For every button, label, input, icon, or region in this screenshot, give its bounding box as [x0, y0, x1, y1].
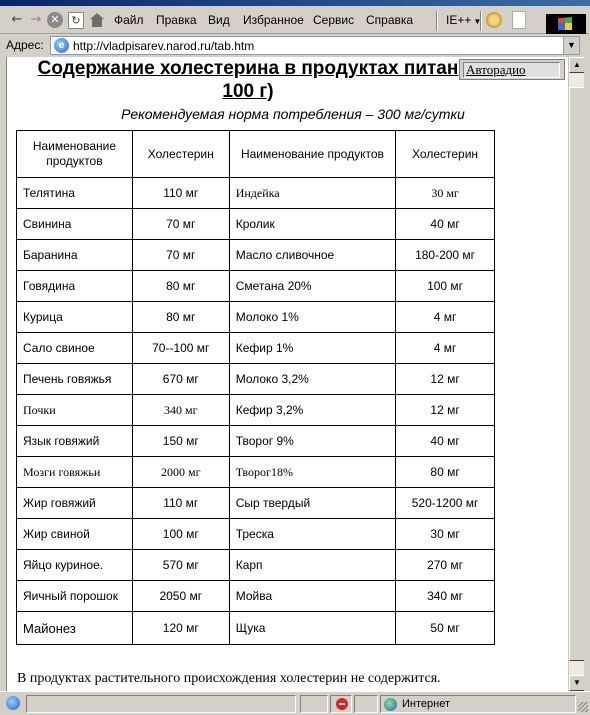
forward-button[interactable]: → [30, 12, 42, 27]
globe-icon [384, 698, 397, 711]
table-cell: 340 мг [396, 581, 495, 612]
table-cell: 120 мг [132, 612, 229, 645]
table-cell: 30 мг [396, 178, 495, 209]
scroll-thumb[interactable] [569, 87, 585, 661]
table-row [17, 333, 495, 364]
table-cell: 30 мг [396, 519, 495, 550]
menu-favorites[interactable]: Избранное [243, 13, 304, 27]
scroll-down-button[interactable]: ▼ [569, 675, 585, 691]
table-cell: 670 мг [132, 364, 229, 395]
table-cell: 340 мг [132, 395, 229, 426]
status-bar [0, 691, 590, 715]
table-row [17, 364, 495, 395]
resize-grip[interactable] [578, 702, 588, 712]
blocked-icon-bar [339, 703, 345, 705]
table-cell: 50 мг [396, 612, 495, 645]
table-cell: Яичный порошок [17, 581, 133, 612]
table-cell: Творог18% [229, 457, 395, 488]
security-zone-label: Интернет [402, 698, 450, 710]
table-row [17, 457, 495, 488]
back-button[interactable]: ← [11, 12, 23, 27]
table-cell: Почки [17, 395, 133, 426]
table-cell: Телятина [17, 178, 133, 209]
table-cell: Масло сливочное [229, 240, 395, 271]
address-dropdown-button[interactable]: ▼ [563, 37, 579, 54]
table-cell: Жир свиной [17, 519, 133, 550]
table-cell: 2000 мг [132, 457, 229, 488]
address-input[interactable] [50, 36, 580, 55]
ie-page-icon [6, 696, 20, 710]
table-cell: 150 мг [132, 426, 229, 457]
table-cell: Курица [17, 302, 133, 333]
menu-view[interactable]: Вид [208, 13, 230, 27]
table-cell: 100 мг [396, 271, 495, 302]
header-cholesterol: Холестерин [132, 131, 229, 178]
table-cell: Треска [229, 519, 395, 550]
table-row [17, 240, 495, 271]
address-url[interactable]: http://vladpisarev.narod.ru/tab.htm [73, 39, 255, 53]
stop-button[interactable] [46, 10, 64, 30]
table-cell: 100 мг [132, 519, 229, 550]
ie-page-icon: e [54, 38, 69, 53]
table-cell: Кефир 3,2% [229, 395, 395, 426]
table-cell: 180-200 мг [396, 240, 495, 271]
table-header-row [17, 131, 495, 178]
table-cell: Творог 9% [229, 426, 395, 457]
menu-edit[interactable]: Правка [156, 13, 197, 27]
menu-tools[interactable]: Сервис [313, 13, 355, 27]
table-cell: 4 мг [396, 333, 495, 364]
table-row [17, 302, 495, 333]
table-cell: Сыр твердый [229, 488, 395, 519]
status-pane [300, 695, 328, 713]
footnote: В продуктах растительного происхождения холестерин не содержится. [17, 671, 441, 686]
table-cell: Жир говяжий [17, 488, 133, 519]
table-row [17, 550, 495, 581]
toolbar-separator [480, 11, 482, 31]
table-cell: 2050 мг [132, 581, 229, 612]
table-cell: 520-1200 мг [396, 488, 495, 519]
table-cell: Молоко 1% [229, 302, 395, 333]
status-pane [354, 695, 378, 713]
cholesterol-table [16, 130, 495, 645]
table-cell: Щука [229, 612, 395, 645]
table-cell: 70 мг [132, 240, 229, 271]
table-row [17, 426, 495, 457]
table-cell: 70 мг [132, 209, 229, 240]
table-cell: Свинина [17, 209, 133, 240]
table-cell: Язык говяжий [17, 426, 133, 457]
table-cell: Карп [229, 550, 395, 581]
table-row [17, 209, 495, 240]
table-row [17, 395, 495, 426]
windows-flag-icon-lower [558, 23, 572, 30]
page-title-line2: 100 г) [222, 81, 274, 102]
table-cell: 80 мг [132, 271, 229, 302]
home-button[interactable] [88, 10, 106, 30]
menu-toolbar [0, 6, 590, 34]
address-label: Адрес: [6, 38, 44, 52]
table-cell: 80 мг [132, 302, 229, 333]
table-cell: 80 мг [396, 457, 495, 488]
table-cell: Кролик [229, 209, 395, 240]
page-title-line1: Содержание холестерина в продуктах питан [37, 58, 459, 79]
scroll-up-button[interactable]: ▲ [569, 57, 585, 73]
header-product: Наименование продуктов [229, 131, 395, 178]
table-cell: Мойва [229, 581, 395, 612]
toolbar-separator [436, 11, 438, 31]
table-cell: 70--100 мг [132, 333, 229, 364]
table-cell: 4 мг [396, 302, 495, 333]
ie-plus-button[interactable]: IE++ ▼ [446, 13, 482, 27]
settings-icon[interactable] [486, 12, 502, 28]
header-cholesterol: Холестерин [396, 131, 495, 178]
table-cell: Индейка [229, 178, 395, 209]
blank-page-icon[interactable] [512, 11, 526, 29]
stop-icon: ✕ [47, 12, 63, 28]
table-cell: 12 мг [396, 395, 495, 426]
table-row [17, 178, 495, 209]
page-subtitle: Рекомендуемая норма потребления – 300 мг/сутки [121, 106, 465, 122]
table-cell: Молоко 3,2% [229, 364, 395, 395]
home-icon [90, 13, 104, 27]
table-cell: Кефир 1% [229, 333, 395, 364]
table-row [17, 271, 495, 302]
refresh-button[interactable] [66, 10, 86, 30]
header-product: Наименование продуктов [17, 131, 133, 178]
table-cell: Сало свиное [17, 333, 133, 364]
radio-widget[interactable] [459, 59, 565, 80]
table-cell: Говядина [17, 271, 133, 302]
table-cell: Печень говяжья [17, 364, 133, 395]
table-row [17, 519, 495, 550]
table-cell: Яйцо куриное. [17, 550, 133, 581]
table-row [17, 581, 495, 612]
table-row [17, 488, 495, 519]
radio-link[interactable]: Авторадио [463, 62, 560, 78]
table-cell: 270 мг [396, 550, 495, 581]
table-cell: 110 мг [132, 178, 229, 209]
window-frame-right [584, 57, 590, 691]
table-cell: 110 мг [132, 488, 229, 519]
refresh-icon: ↻ [68, 12, 84, 29]
page-content [6, 57, 568, 691]
table-row [17, 612, 495, 645]
table-cell: 40 мг [396, 426, 495, 457]
menu-file[interactable]: Файл [114, 13, 144, 27]
vertical-scrollbar[interactable] [568, 57, 584, 691]
dropdown-arrow-icon: ▼ [473, 17, 482, 26]
table-cell: Сметана 20% [229, 271, 395, 302]
table-cell: Мозги говяжьи [17, 457, 133, 488]
table-cell: 40 мг [396, 209, 495, 240]
status-text-pane [26, 695, 296, 713]
table-cell: 570 мг [132, 550, 229, 581]
table-cell: 12 мг [396, 364, 495, 395]
address-bar [0, 34, 590, 56]
table-cell: Майонез [17, 612, 133, 645]
menu-help[interactable]: Справка [366, 13, 414, 27]
table-cell: Баранина [17, 240, 133, 271]
